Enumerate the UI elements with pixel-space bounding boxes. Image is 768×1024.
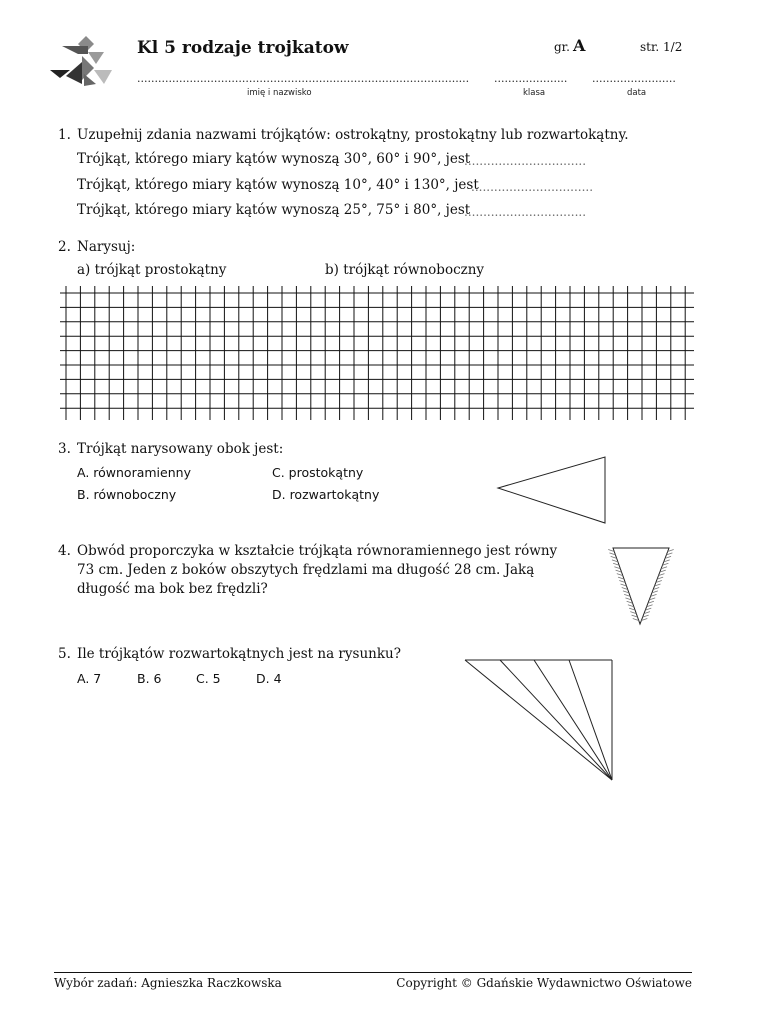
- pennant-figure: [0, 540, 768, 640]
- q3-option-b[interactable]: B. równoboczny: [77, 487, 177, 502]
- q3-number: 3.: [58, 441, 71, 457]
- q3-text: Trójkąt narysowany obok jest:: [77, 441, 284, 457]
- name-field[interactable]: ...............................................................................................: [137, 72, 470, 85]
- q5-option-a[interactable]: A. 7: [77, 671, 102, 686]
- q5-triangles-figure: [0, 650, 768, 790]
- footer-copyright: Copyright © Gdańskie Wydawnictwo Oświatowe: [396, 976, 692, 990]
- date-caption: data: [627, 88, 647, 98]
- q4-number: 4.: [58, 543, 71, 559]
- q1-text: Uzupełnij zdania nazwami trójkątów: ostrokątny, prostokątny lub rozwartokątny.: [77, 127, 629, 143]
- name-caption: imię i nazwisko: [247, 88, 312, 98]
- group-value: A: [573, 36, 586, 55]
- page-number: str. 1/2: [640, 40, 683, 54]
- q4-line-2: 73 cm. Jeden z boków obszytych frędzlami ma długość 28 cm. Jaką: [77, 562, 535, 578]
- q5-option-d[interactable]: D. 4: [256, 671, 282, 686]
- q3-option-d[interactable]: D. rozwartokątny: [272, 487, 380, 502]
- q1-answer-1[interactable]: ................................: [464, 154, 587, 168]
- q2-text: Narysuj:: [77, 239, 136, 255]
- q3-option-a[interactable]: A. równoramienny: [77, 465, 191, 480]
- q1-line-3: Trójkąt, którego miary kątów wynoszą 25°, 75° i 80°, jest: [77, 202, 471, 218]
- class-caption: klasa: [523, 88, 546, 98]
- q1-number: 1.: [58, 127, 71, 143]
- q5-text: Ile trójkątów rozwartokątnych jest na rysunku?: [77, 646, 401, 662]
- q4-line-1: Obwód proporczyka w kształcie trójkąta równoramiennego jest równy: [77, 543, 558, 559]
- q3-option-c[interactable]: C. prostokątny: [272, 465, 364, 480]
- group-label: gr.: [554, 40, 570, 54]
- q1-answer-2[interactable]: ................................: [471, 180, 594, 194]
- q5-option-c[interactable]: C. 5: [196, 671, 221, 686]
- class-field[interactable]: .....................: [494, 72, 568, 85]
- footer-author: Wybór zadań: Agnieszka Raczkowska: [54, 976, 282, 990]
- q5-option-b[interactable]: B. 6: [137, 671, 162, 686]
- q2-part-b: b) trójkąt równoboczny: [325, 262, 485, 278]
- q1-answer-3[interactable]: ................................: [464, 205, 587, 219]
- tangram-logo: [48, 32, 118, 92]
- footer-divider: [54, 972, 692, 973]
- q1-line-2: Trójkąt, którego miary kątów wynoszą 10°, 40° i 130°, jest: [77, 177, 479, 193]
- date-field[interactable]: ........................: [592, 72, 676, 85]
- q2-number: 2.: [58, 239, 71, 255]
- q3-triangle-figure: [0, 450, 768, 550]
- q5-number: 5.: [58, 646, 71, 662]
- drawing-grid[interactable]: [0, 280, 768, 430]
- q4-line-3: długość ma bok bez frędzli?: [77, 581, 268, 597]
- worksheet-title: Kl 5 rodzaje trojkatow: [137, 38, 349, 58]
- q1-line-1: Trójkąt, którego miary kątów wynoszą 30°, 60° i 90°, jest: [77, 151, 471, 167]
- q2-part-a: a) trójkąt prostokątny: [77, 262, 227, 278]
